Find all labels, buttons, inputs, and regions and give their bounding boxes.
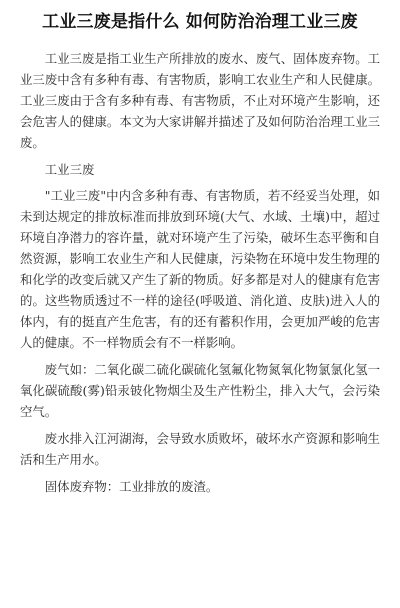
intro-paragraph: 工业三废是指工业生产所排放的废水、废气、固体废弃物。工业三废中含有多种有毒、有害物质，影响工农业生产和人民健康。工业三废由于含有多种有毒、有害物质，不止对环境产生影响，还会危害人的健康。本文为大家讲解并描述了及如何防治治理工业三废。 [20,51,380,150]
body-paragraph-solid-waste: 固体废弃物：工业排放的废渣。 [44,479,219,494]
body-paragraph-waste-gas: 废气如：二氧化碳二硫化碳硫化氢氟化物氮氧化物氯氯化氢一氧化碳硫酸(雾)铅汞铍化物烟尘及生产性粉尘，排入大气，会污染空气。 [20,362,380,419]
body-paragraph-pollution: "工业三废"中内含多种有毒、有害物质，若不经妥当处理，如未到达规定的排放标准而排放到环境(大气、水域、土壤)中，超过环境自净潜力的容许量，就对环境产生了污染，破坏生态平衡和自然资源，影响工农业生产和人民健康，污染物在环境中发生物理的和化学的改变后就又产生了新的物质。好多都是对人的健康有危害的。这些物质透过不一样的途径(呼吸道、消化道、皮肤)进入人的体内，有的挺直产生危害，有的还有蓄积作用，会更加严峻的危害人的健康。不一样物质会有不一样影响。 [20,188,380,350]
article-title: 工业三废是指什么 如何防治治理工业三废 [42,12,358,32]
section-heading: 工业三废 [44,162,95,177]
body-paragraph-waste-water: 废水排入江河湖海，会导致水质败坏，破坏水产资源和影响生活和生产用水。 [20,431,380,467]
